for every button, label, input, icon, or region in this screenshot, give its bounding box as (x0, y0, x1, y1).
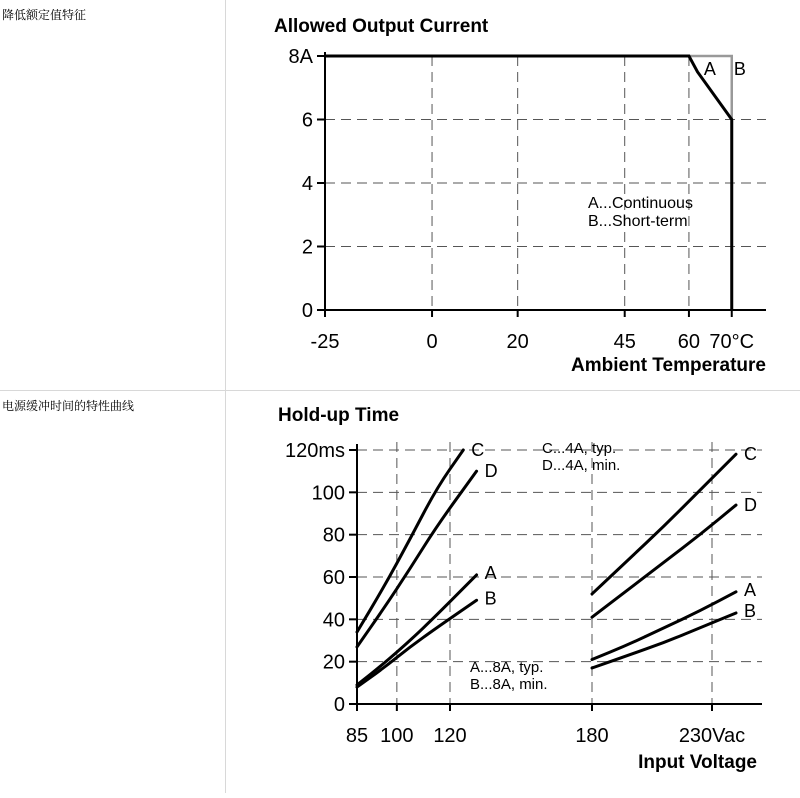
y-tick-label: 6 (301, 109, 313, 132)
x-tick-label: 0 (426, 331, 438, 353)
y-tick-label: 60 (322, 567, 345, 589)
label-cell-holdup (0, 390, 226, 793)
series-line-A-low (357, 575, 477, 685)
chart-title: Hold-up Time (278, 405, 400, 426)
curve-label-B-high: B (744, 600, 757, 621)
legend-entry: B...Short-term (588, 213, 688, 230)
curve-label-C-low: C (471, 440, 485, 460)
legend-entry-bottom: B...8A, min. (470, 676, 548, 693)
x-tick-label: 45 (613, 331, 636, 353)
y-tick-label: 0 (333, 694, 345, 716)
label-cell-derating (0, 0, 226, 390)
x-axis-label: Ambient Temperature (571, 355, 766, 376)
x-tick-label: 100 (380, 725, 414, 747)
y-tick-label: 2 (301, 236, 313, 259)
x-tick-label: 70°C (709, 331, 755, 353)
chart-title: Allowed Output Current (274, 16, 489, 37)
derating-chart (226, 0, 800, 390)
x-tick-label: 20 (506, 331, 529, 353)
holdup-chart (226, 391, 800, 793)
y-tick-label: 100 (311, 482, 345, 505)
curve-label-C-high: C (744, 444, 757, 465)
y-tick-label: 8A (288, 46, 313, 68)
x-tick-label: -25 (310, 331, 340, 353)
curve-label-A-low: A (484, 562, 497, 583)
curve-label-A-high: A (744, 579, 757, 600)
curve-label-B-low: B (484, 588, 497, 609)
x-axis-label: Input Voltage (638, 752, 757, 773)
legend-entry: A...Continuous (588, 195, 693, 212)
y-tick-label: 40 (322, 609, 345, 632)
curve-label-D-high: D (744, 495, 757, 516)
legend-entry-bottom: A...8A, typ. (470, 659, 544, 676)
derating-label: 降低额定值特征 (2, 8, 87, 22)
curve-label-B: B (733, 59, 746, 80)
holdup-label: 电源缓冲时间的特性曲线 (2, 399, 135, 413)
series-line-B-low (357, 600, 477, 687)
series-line-D-high (592, 505, 736, 617)
x-tick-label: 60 (677, 331, 701, 353)
derating-chart-cell (226, 0, 800, 390)
x-tick-label: 230Vac (678, 725, 746, 747)
curve-label-A: A (703, 59, 716, 80)
y-tick-label: 4 (301, 173, 313, 195)
legend-entry-top: D...4A, min. (542, 457, 621, 474)
y-tick-label: 120ms (284, 440, 345, 462)
y-tick-label: 20 (322, 651, 345, 674)
x-tick-label: 85 (345, 725, 369, 747)
y-tick-label: 0 (301, 300, 313, 322)
y-tick-label: 80 (322, 524, 345, 547)
curve-label-D-low: D (484, 461, 498, 482)
legend-entry-top: C...4A, typ. (542, 440, 617, 457)
holdup-chart-cell (226, 390, 800, 793)
x-tick-label: 120 (433, 725, 467, 747)
x-tick-label: 180 (575, 725, 609, 747)
series-line-D-low (357, 471, 477, 647)
series-line-B-high (592, 613, 736, 668)
